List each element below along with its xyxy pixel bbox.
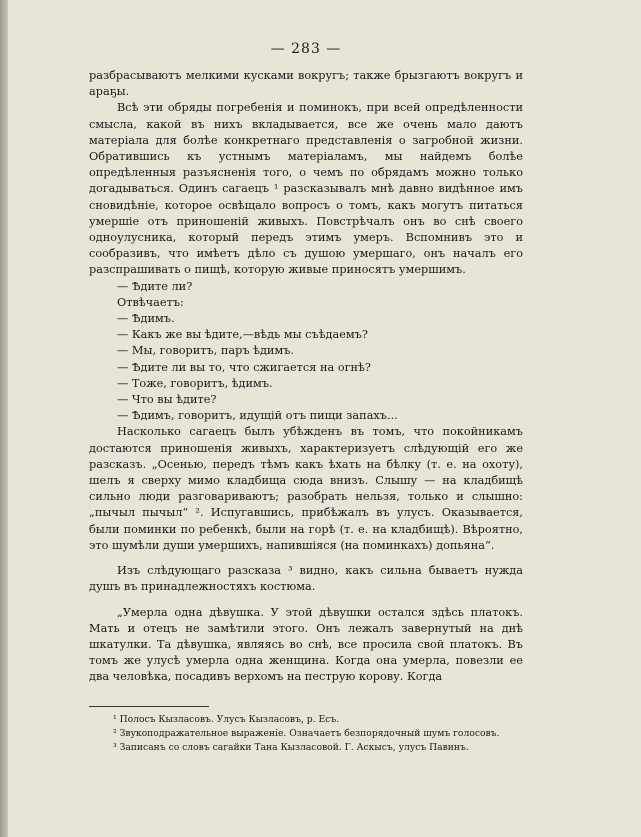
paragraph: Изъ слѣдующаго разсказа ³ видно, какъ сильна бываетъ нужда душъ въ принадлежностяхъ костюма. — [89, 564, 523, 594]
footnote: ¹ Полосъ Кызласовъ. Улусъ Кызласовъ, р. Есъ. — [113, 713, 340, 725]
page-number: — 283 — — [270, 41, 342, 57]
dialogue-line: — Что вы ѣдите? — [117, 393, 217, 407]
footnote-separator — [89, 706, 209, 707]
dialogue-line: — Ѣдимъ. — [117, 312, 175, 326]
paragraph: разбрасываютъ мелкими кусками вокругъ; также брызгаютъ вокругъ и араҕы. — [89, 69, 523, 99]
dialogue-line: — Мы, говоритъ, паръ ѣдимъ. — [117, 344, 295, 358]
paragraph: Всѣ эти обряды погребенія и поминокъ, при всей опредѣленности смысла, какой въ нихъ вкладывается, все же очень мало даютъ матеріала для болѣе конкретнаго представленія о загробной жизни. Обратившись къ устнымъ матеріаламъ, мы найдемъ болѣе опредѣленныя разъясненія того, о чемъ по обрядамъ можно только догадываться. Одинъ сагаецъ ¹ разсказывалъ мнѣ давно видѣнное имъ сновидѣніе, которое освѣщало вопросъ о томъ, какъ могутъ питаться умершіе отъ приношеній живыхъ. Повстрѣчалъ онъ во снѣ своего одноулусника, который передъ этимъ умеръ. Вспомнивъ это и сообразивъ, что имѣетъ дѣло съ душою умершаго, онъ началъ его разспрашивать о пищѣ, которую живые приносятъ умершимъ. — [89, 101, 523, 277]
footnotes — [89, 713, 523, 755]
body-text — [89, 68, 523, 686]
dialogue-line: — Ѣдите ли? — [117, 279, 193, 293]
footnote: ³ Записанъ со словъ сагайки Тана Кызласовой. Г. Аскысъ, улусъ Павинъ. — [113, 741, 469, 753]
page-content — [89, 40, 523, 755]
paragraph: Насколько сагаецъ былъ убѣжденъ въ томъ, что покойникамъ достаются приношенія живыхъ, характеризуетъ слѣдующій его же разсказъ. „Осенью, передъ тѣмъ какъ ѣхать на бѣлку (т. е. на охоту), шелъ я сверху мимо кладбища сюда внизъ. Слышу — на кладбищѣ сильно люди разговариваютъ; разобрать нельзя, только и слышно: „пычыл пычыл“ ². Испугавшись, прибѣжалъ въ улусъ. Оказывается, были поминки по ребенкѣ, были на горѣ (т. е. на кладбищѣ). Вѣроятно, это шумѣли души умершихъ, напившіяся (на поминкахъ) допьяна“. — [89, 425, 523, 552]
paragraph: „Умерла одна дѣвушка. У этой дѣвушки остался здѣсь платокъ. Мать и отецъ не замѣтили этого. Онъ лежалъ завернутый на днѣ шкатулки. Та дѣвушка, являясь во снѣ, все просила свой платокъ. Въ томъ же улусѣ умерла одна женщина. Когда она умерла, повезли ее два человѣка, посадивъ верхомъ на пеструю корову. Когда — [89, 605, 523, 684]
dialogue-line: — Тоже, говоритъ, ѣдимъ. — [117, 376, 273, 390]
dialogue-line: — Ѣдимъ, говоритъ, идущій отъ пищи запахъ... — [117, 409, 398, 423]
dialogue-line: — Какъ же вы ѣдите,—вѣдь мы съѣдаемъ? — [117, 328, 368, 342]
scan-edge-shadow — [0, 0, 8, 837]
footnote: ² Звукоподражательное выраженіе. Означаетъ безпорядочный шумъ голосовъ. — [113, 727, 500, 739]
dialogue-line: — Ѣдите ли вы то, что сжигается на огнѣ? — [117, 360, 371, 374]
dialogue-line: Отвѣчаетъ: — [117, 295, 184, 309]
